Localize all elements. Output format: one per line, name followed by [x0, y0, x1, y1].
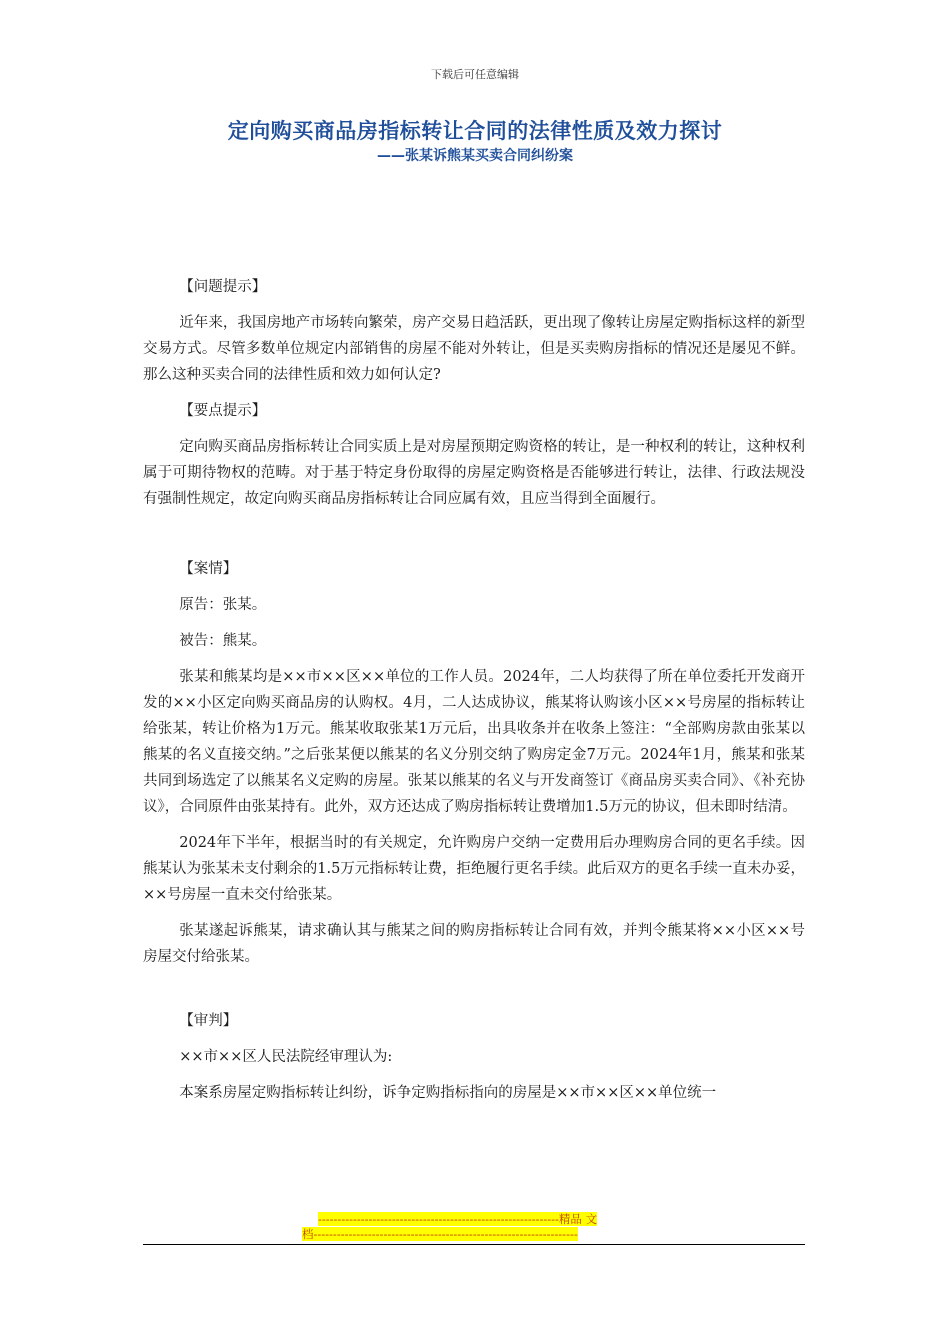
paragraph: 原告：张某。: [179, 597, 267, 613]
document-title: 定向购买商品房指标转让合同的法律性质及效力探讨: [227, 119, 723, 143]
paragraph: 2024年下半年，根据当时的有关规定，允许购房户交纳一定费用后办理购房合同的更名手续。因熊某认为张某未支付剩余的1.5万元指标转让费，拒绝履行更名手续。此后双方的更名手续一直未办妥，××号房屋一直未交付给张某。: [143, 835, 805, 903]
paragraph: 定向购买商品房指标转让合同实质上是对房屋预期定购资格的转让，是一种权利的转让，这种权利属于可期待物权的范畴。对于基于特定身份取得的房屋定购资格是否能够进行转让，法律、行政法规没有强制性规定，故定向购买商品房指标转让合同应属有效，且应当得到全面履行。: [143, 439, 805, 507]
document-body: [143, 274, 805, 1116]
paragraph: 近年来，我国房地产市场转向繁荣，房产交易日趋活跃，更出现了像转让房屋定购指标这样的新型交易方式。尽管多数单位规定内部销售的房屋不能对外转让，但是买卖购房指标的情况还是屡见不鲜。那么这种买卖合同的法律性质和效力如何认定?: [143, 315, 805, 383]
paragraph: ××市××区人民法院经审理认为:: [179, 1049, 393, 1065]
paragraph: 本案系房屋定购指标转让纠纷，诉争定购指标指向的房屋是××市××区××单位统一: [179, 1085, 717, 1101]
section-heading-problem: 【问题提示】: [179, 279, 267, 295]
section-heading-keypoints: 【要点提示】: [179, 403, 267, 419]
section-heading-case: 【案情】: [179, 561, 238, 577]
footer-line: 档--------------------------------------------------------------------: [302, 1227, 578, 1241]
header-note: 下载后可任意编辑: [431, 68, 519, 81]
paragraph: 张某遂起诉熊某，请求确认其与熊某之间的购房指标转让合同有效，并判令熊某将××小区××号房屋交付给张某。: [143, 923, 805, 965]
paragraph: 张某和熊某均是××市××区××单位的工作人员。2024年，二人均获得了所在单位委托开发商开发的××小区定向购买商品房的认购权。4月，二人达成协议，熊某将认购该小区××号房屋的指标转让给张某，转让价格为1万元。熊某收取张某1万元后，出具收条并在收条上签注：“全部购房款由张某以熊某的名义直接交纳。”之后张某便以熊某的名义分别交纳了购房定金7万元。2024年1月，熊某和张某共同到场选定了以熊某名义定购的房屋。张某以熊某的名义与开发商签订《商品房买卖合同》、《补充协议》，合同原件由张某持有。此外，双方还达成了购房指标转让费增加1.5万元的协议，但未即时结清。: [143, 669, 805, 815]
section-heading-trial: 【审判】: [179, 1013, 238, 1029]
footer-line: --------------------------------------------------------------精品 文: [318, 1212, 598, 1226]
footer-divider: [143, 1244, 805, 1245]
spacer: [143, 980, 805, 1008]
spacer: [143, 522, 805, 556]
paragraph: 被告：熊某。: [179, 633, 267, 649]
document-subtitle: ——张某诉熊某买卖合同纠纷案: [377, 148, 573, 164]
footer-watermark: [302, 1212, 650, 1242]
